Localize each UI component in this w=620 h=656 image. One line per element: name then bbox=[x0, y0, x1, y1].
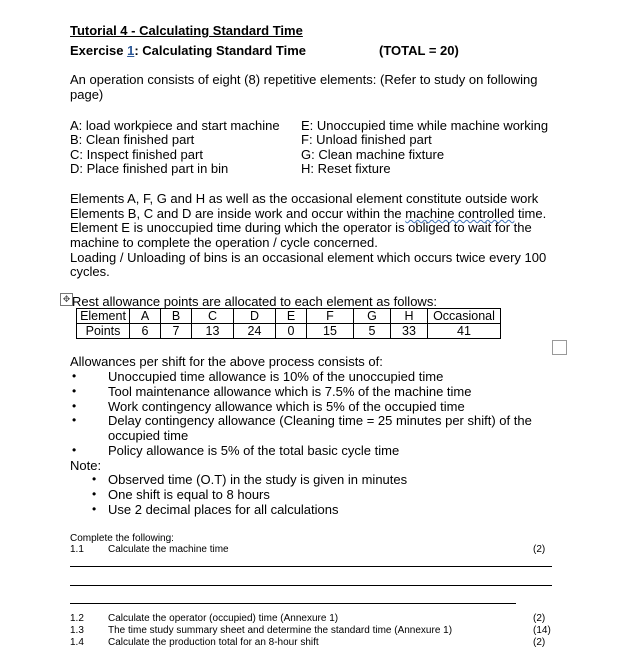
table-cell: 5 bbox=[354, 324, 391, 339]
question-text: The time study summary sheet and determine the standard time (Annexure 1) bbox=[108, 625, 453, 636]
table-header-cell: C bbox=[192, 309, 234, 324]
allowance-item: Work contingency allowance which is 5% of the occupied time bbox=[108, 399, 465, 414]
bullet-icon: • bbox=[72, 443, 77, 457]
para-line-6: cycles. bbox=[70, 264, 110, 279]
element-g: G: Clean machine fixture bbox=[301, 147, 445, 162]
answer-line bbox=[70, 585, 552, 586]
question-text: Calculate the production total for an 8-hour shift bbox=[108, 637, 319, 648]
para-line-1: Elements A, F, G and H as well as the occasional element constitute outside work bbox=[70, 191, 539, 206]
bullet-icon: • bbox=[92, 472, 97, 486]
table-header-cell: Element bbox=[77, 309, 130, 324]
table-header-cell: Occasional bbox=[428, 309, 501, 324]
note-item: Observed time (O.T) in the study is given in minutes bbox=[108, 472, 408, 487]
table-header-cell: D bbox=[234, 309, 276, 324]
allowance-item: Delay contingency allowance (Cleaning time = 25 minutes per shift) of the bbox=[108, 413, 532, 428]
question-marks: (2) bbox=[533, 637, 546, 648]
para-line-4: machine to complete the operation / cycle concerned. bbox=[70, 235, 378, 250]
bullet-icon: • bbox=[72, 384, 77, 398]
table-cell: 24 bbox=[234, 324, 276, 339]
bullet-icon: • bbox=[72, 413, 77, 427]
table-cell: 15 bbox=[307, 324, 354, 339]
complete-title: Complete the following: bbox=[70, 533, 174, 544]
table-header-cell: E bbox=[276, 309, 307, 324]
table-cell: 41 bbox=[428, 324, 501, 339]
machine-controlled-text: machine controlled bbox=[405, 206, 515, 221]
rest-allowance-intro: Rest allowance points are allocated to each element as follows: bbox=[72, 294, 437, 309]
table-row bbox=[77, 324, 501, 339]
question-text: Calculate the machine time bbox=[108, 544, 229, 555]
question-number: 1.2 bbox=[70, 613, 84, 624]
exercise-number: 1 bbox=[127, 43, 135, 58]
bullet-icon: • bbox=[92, 502, 97, 516]
table-header-cell: H bbox=[391, 309, 428, 324]
tutorial-title: Tutorial 4 - Calculating Standard Time bbox=[70, 23, 303, 38]
answer-line bbox=[70, 566, 552, 567]
table-cell: 7 bbox=[161, 324, 192, 339]
para-line-5: Loading / Unloading of bins is an occasional element which occurs twice every 100 bbox=[70, 250, 547, 265]
table-cell: 13 bbox=[192, 324, 234, 339]
note-label: Note: bbox=[70, 458, 102, 473]
table-header-cell: A bbox=[130, 309, 161, 324]
allowance-item: Tool maintenance allowance which is 7.5% of the machine time bbox=[108, 384, 472, 399]
allowance-item: Policy allowance is 5% of the total basic cycle time bbox=[108, 443, 400, 458]
element-a: A: load workpiece and start machine bbox=[70, 118, 280, 133]
table-header-cell: B bbox=[161, 309, 192, 324]
exercise-total: (TOTAL = 20) bbox=[379, 43, 459, 58]
table-cell: 33 bbox=[391, 324, 428, 339]
rest-allowance-table bbox=[76, 308, 501, 339]
allowances-intro: Allowances per shift for the above process consists of: bbox=[70, 354, 383, 369]
table-header-cell: F bbox=[307, 309, 354, 324]
exercise-title bbox=[70, 43, 306, 58]
resize-handle-icon[interactable] bbox=[552, 340, 567, 355]
question-text: Calculate the operator (occupied) time (Annexure 1) bbox=[108, 613, 339, 624]
element-c: C: Inspect finished part bbox=[70, 147, 203, 162]
question-number: 1.4 bbox=[70, 637, 84, 648]
table-cell: Points bbox=[77, 324, 130, 339]
question-marks: (2) bbox=[533, 613, 546, 624]
element-h: H: Reset fixture bbox=[301, 161, 391, 176]
intro-line-2: page) bbox=[70, 87, 104, 102]
exercise-suffix: : Calculating Standard Time bbox=[134, 43, 307, 58]
answer-line bbox=[70, 603, 516, 604]
exercise-prefix: Exercise bbox=[70, 43, 128, 58]
element-d: D: Place finished part in bin bbox=[70, 161, 229, 176]
note-item: One shift is equal to 8 hours bbox=[108, 487, 270, 502]
para-line-2c: time. bbox=[514, 206, 547, 221]
allowance-item-continued: occupied time bbox=[108, 428, 189, 443]
question-marks: (2) bbox=[533, 544, 546, 555]
bullet-icon: • bbox=[92, 487, 97, 501]
element-e: E: Unoccupied time while machine working bbox=[301, 118, 549, 133]
element-f: F: Unload finished part bbox=[301, 132, 432, 147]
intro-line-1: An operation consists of eight (8) repetitive elements: (Refer to study on following bbox=[70, 72, 538, 87]
allowance-item: Unoccupied time allowance is 10% of the unoccupied time bbox=[108, 369, 444, 384]
table-cell: 0 bbox=[276, 324, 307, 339]
para-line-2 bbox=[70, 206, 546, 221]
question-number: 1.1 bbox=[70, 544, 84, 555]
question-number: 1.3 bbox=[70, 625, 84, 636]
bullet-icon: • bbox=[72, 369, 77, 383]
table-header-cell: G bbox=[354, 309, 391, 324]
note-item: Use 2 decimal places for all calculations bbox=[108, 502, 339, 517]
table-cell: 6 bbox=[130, 324, 161, 339]
question-marks: (14) bbox=[533, 625, 551, 636]
para-line-3: Element E is unoccupied time during which the operator is obliged to wait for the bbox=[70, 220, 532, 235]
move-handle-icon[interactable]: ✥ bbox=[60, 293, 73, 306]
table-header-row bbox=[77, 309, 501, 324]
para-line-2a: Elements B, C and D are inside work and occur within the bbox=[70, 206, 406, 221]
element-b: B: Clean finished part bbox=[70, 132, 195, 147]
bullet-icon: • bbox=[72, 399, 77, 413]
